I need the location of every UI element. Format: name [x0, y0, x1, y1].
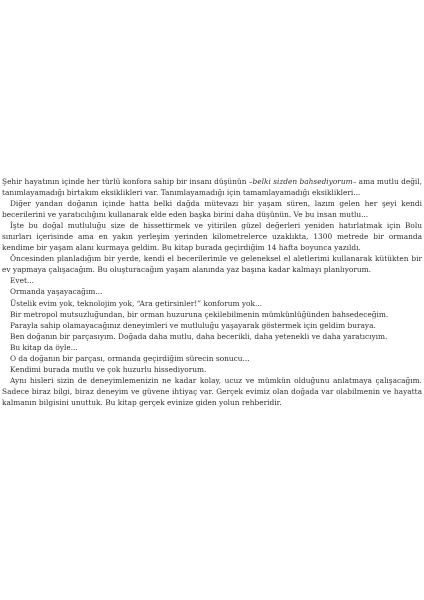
paragraph-10: Ben doğanın bir parçasıyım. Doğada daha mutlu, daha becerikli, daha yetenekli ve daha yaratıcıyım. — [10, 331, 388, 341]
paragraph-5: Evet... — [10, 276, 34, 286]
paragraph-6: Ormanda yaşayacağım... — [10, 287, 103, 297]
paragraph-13: Kendimi burada mutlu ve çok huzurlu hissediyorum. — [10, 364, 207, 374]
paragraph-1-before: Şehir hayatının içinde her türlü konfora sahip bir insanı düşünün – — [2, 177, 253, 186]
paragraph-4: Öncesinden planladığım bir yerde, kendi el becerilerimle ve geleneksel el aletlerimi kullanarak kütükten bir ev yapmaya çalışacağım. Bu oluşturacağım yaşam alanında yaz başına kadar kalmayı planlıyorum. — [2, 254, 422, 275]
paragraph-7: Üstelik evim yok, teknolojim yok, “Ara getirsinler!” konforum yok... — [10, 298, 263, 308]
paragraph-14: Aynı hisleri sizin de deneyimlemenizin ne kadar kolay, ucuz ve mümkün olduğunu anlatmaya çalışacağım. Sadece biraz bilgi, biraz deneyim ve güvene ihtiyaç var. Gerçek evimiz olan doğada var olabilmenin ve hayatta kalmanın bilgisini unuttuk. Bu kitap gerçek evinize giden yolun rehberidir. — [2, 375, 422, 407]
paragraph-1-after: – ama mutlu değil, tanımlayamadığı birtakım eksiklikleri var. Tanımlayamadığı için tamamlayamadığı eksiklikleri... — [2, 177, 423, 198]
paragraph-1 — [2, 176, 422, 198]
paragraph-12: O da doğanın bir parçası, ormanda geçirdiğim sürecin sonucu... — [10, 353, 250, 363]
paragraph-9: Parayla sahip olamayacağınız deneyimleri ve mutluluğu yaşayarak göstermek için geldim buraya. — [10, 320, 376, 330]
body-text — [2, 176, 422, 408]
paragraph-1-italic: belki sizden bahsediyorum — [252, 177, 353, 186]
paragraph-11: Bu kitap da öyle... — [10, 342, 78, 352]
paragraph-3: İşte bu doğal mutluluğu size de hissettirmek ve yitirilen güzel değerleri yeniden hatırlatmak için Bolu sınırları içerisinde ama en yakın yerleşim yerinden kilometrelerce uzaklıkta, 1300 metrede bir ormanda kendime bir yaşam alanı kurmaya geldim. Bu kitap burada geçirdiğim 14 hafta boyunca yazıldı. — [2, 221, 422, 253]
paragraph-2: Diğer yandan doğanın içinde hatta belki dağda mütevazı bir yaşam süren, lazım gelen her şeyi kendi becerilerini ve yaratıcılığını kullanarak elde eden başka birini daha düşünün. Ve bu insan mutlu... — [2, 199, 422, 220]
paragraph-8: Bir metropol mutsuzluğundan, bir orman huzuruna çekilebilmenin mümkünlüğünden bahsedeceğim. — [10, 309, 389, 319]
